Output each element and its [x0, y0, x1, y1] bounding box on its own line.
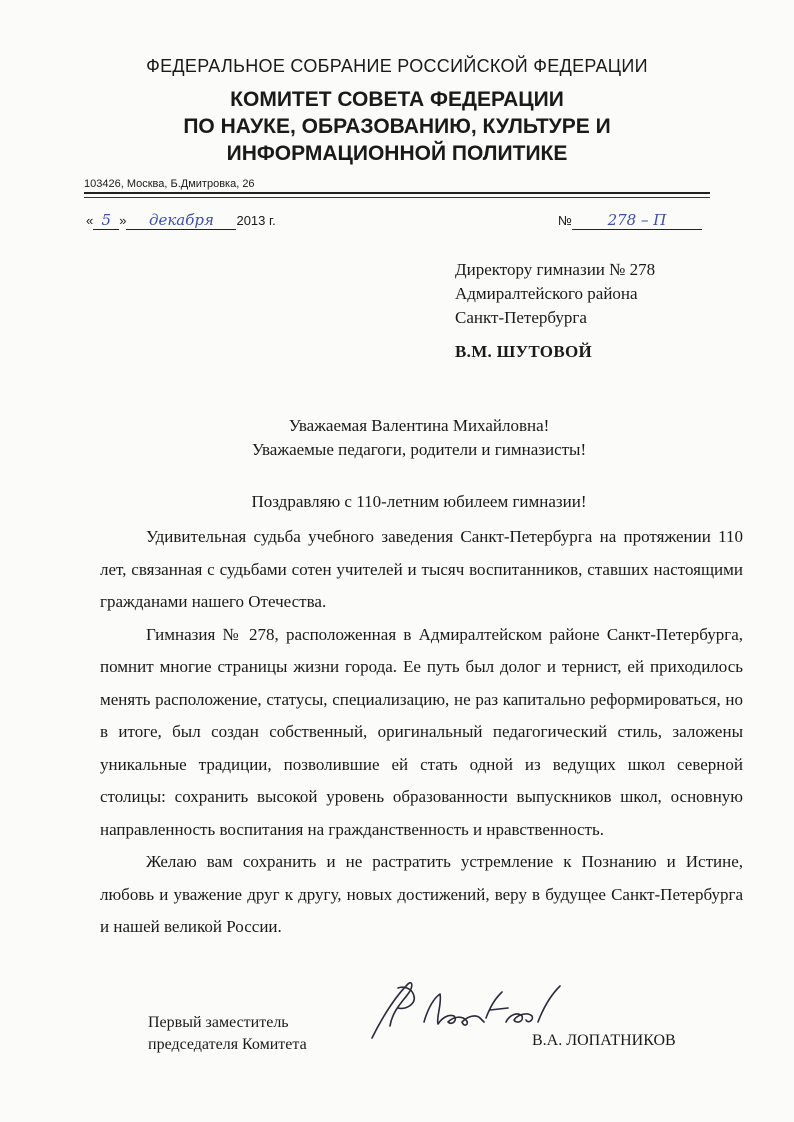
signatory-position [148, 1012, 307, 1056]
signatory-position-line-2: председателя Комитета [148, 1036, 307, 1053]
body-paragraph-1: Удивительная судьба учебного заведения Санкт-Петербурга на протяжении 110 лет, связанная с судьбами сотен учителей и тысяч воспитанников, ставших настоящими гражданами нашего Отечества. [100, 527, 743, 611]
addressee-line-2: Адмиралтейского района [455, 284, 638, 303]
date-month: декабря [126, 211, 236, 230]
congratulation-line: Поздравляю с 110-летним юбилеем гимназии! [251, 492, 587, 511]
number-label: № [558, 213, 572, 228]
letter-number [558, 211, 702, 230]
date-year: 2013 г. [236, 213, 276, 228]
addressee-block [455, 258, 655, 364]
date-close-quote: » [119, 213, 127, 228]
org-title: ФЕДЕРАЛЬНОЕ СОБРАНИЕ РОССИЙСКОЙ ФЕДЕРАЦИИ [146, 56, 648, 76]
addressee-line-1: Директору гимназии № 278 [455, 260, 656, 279]
body-paragraph-2: Гимназия № 278, расположенная в Адмиралтейском районе Санкт-Петербурга, помнит многие страницы жизни города. Ее путь был долог и тернист, ей приходилось менять расположение, статусы, специализацию, не раз капитально реформироваться, но в итоге, был создан собственный, оригинальный педагогический стиль, заложены уникальные традиции, позволившие ей стать одной из ведущих школ северной столицы: сохранить высокой уровень образованности выпускников школ, основную направленность воспитания на гражданственность и нравственность. [100, 624, 743, 839]
committee-line-2: ПО НАУКЕ, ОБРАЗОВАНИЮ, КУЛЬТУРЕ И [183, 115, 611, 138]
committee-line-3: ИНФОРМАЦИОННОЙ ПОЛИТИКЕ [226, 142, 568, 165]
signatory-position-line-1: Первый заместитель [148, 1014, 289, 1031]
signatory-name: В.А. ЛОПАТНИКОВ [532, 1032, 676, 1049]
letter-body [100, 521, 743, 944]
greeting [0, 414, 794, 462]
committee-line-1: КОМИТЕТ СОВЕТА ФЕДЕРАЦИИ [230, 88, 564, 111]
addressee-line-3: Санкт-Петербурга [455, 308, 587, 327]
number-value: 278 – П [572, 211, 702, 230]
date-open-quote: « [86, 213, 94, 228]
body-paragraph-3: Желаю вам сохранить и не растратить устремление к Познанию и Истине, любовь и уважение друг к другу, новых достижений, веру в будущее Санкт-Петербурга и нашей великой России. [100, 852, 743, 936]
greeting-line-1: Уважаемая Валентина Михайловна! [288, 416, 550, 435]
letterhead-divider-thin [84, 197, 710, 198]
letterhead-address: 103426, Москва, Б.Дмитровка, 26 [84, 178, 255, 190]
greeting-line-2: Уважаемые педагоги, родители и гимназисты! [251, 440, 587, 459]
letter-date [86, 211, 276, 230]
committee-title [0, 86, 794, 167]
letterhead-divider-thick [84, 192, 710, 194]
date-day: 5 [93, 211, 119, 230]
addressee-name: В.М. ШУТОВОЙ [455, 342, 593, 361]
